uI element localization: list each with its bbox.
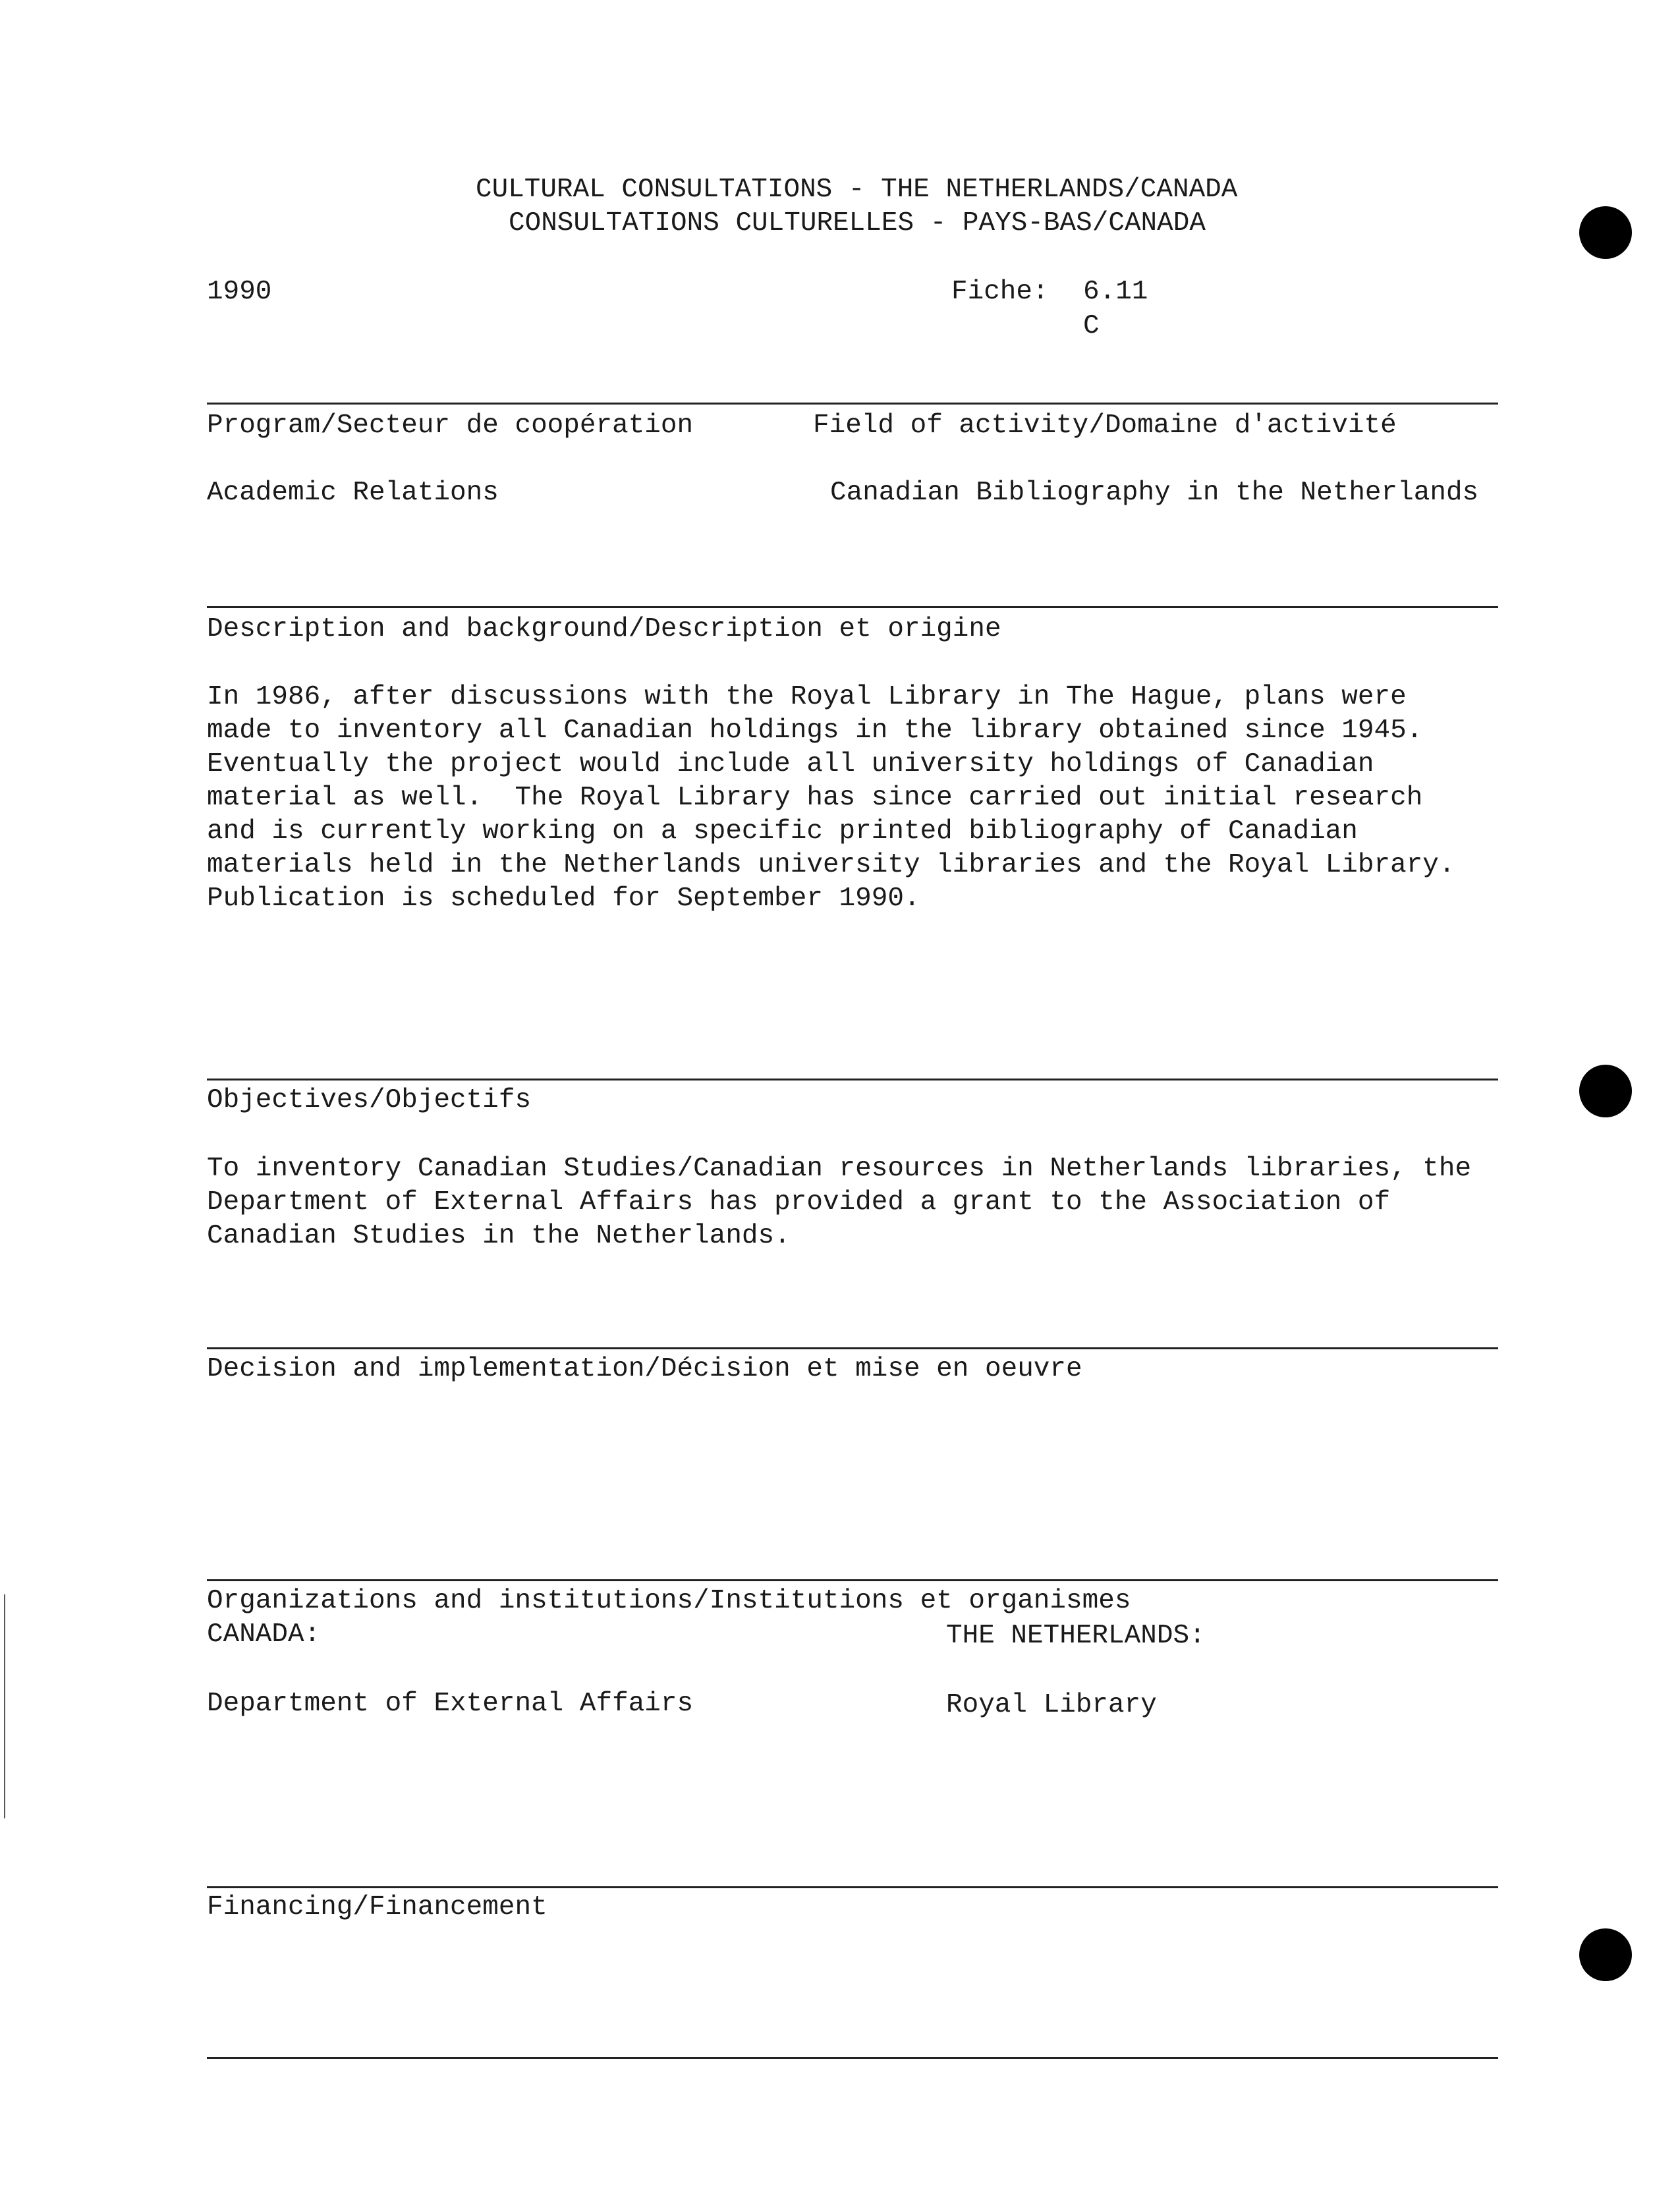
fiche-letter: C [1083, 311, 1100, 341]
margin-line [4, 1594, 5, 1818]
description-line: material as well. The Royal Library has since carried out initial research [207, 783, 1423, 813]
objectives-body [207, 1152, 1471, 1253]
organizations-label: Organizations and institutions/Institutions et organismes [207, 1586, 1131, 1616]
financing-label: Financing/Financement [207, 1892, 547, 1922]
description-label: Description and background/Description et origine [207, 614, 1001, 644]
objectives-label: Objectives/Objectifs [207, 1085, 532, 1115]
fiche-number: 6.11 [1083, 277, 1148, 307]
divider [207, 606, 1498, 608]
description-body [207, 681, 1455, 916]
description-line: Publication is scheduled for September 1990. [207, 884, 920, 914]
divider [207, 1886, 1498, 1888]
netherlands-organization: Royal Library [946, 1690, 1157, 1720]
punch-hole-bottom [1579, 1928, 1632, 1981]
decision-label: Decision and implementation/Décision et mise en oeuvre [207, 1354, 1082, 1384]
program-value: Academic Relations [207, 478, 499, 508]
objectives-line: Department of External Affairs has provided a grant to the Association of [207, 1187, 1391, 1218]
title-french: CONSULTATIONS CULTURELLES - PAYS-BAS/CANADA [509, 208, 1206, 238]
year: 1990 [207, 277, 272, 307]
description-line: made to inventory all Canadian holdings in the library obtained since 1945. [207, 715, 1423, 746]
description-line: materials held in the Netherlands university libraries and the Royal Library. [207, 850, 1455, 880]
objectives-line: To inventory Canadian Studies/Canadian resources in Netherlands libraries, the [207, 1154, 1472, 1184]
divider [207, 1347, 1498, 1349]
title-english: CULTURAL CONSULTATIONS - THE NETHERLANDS/CANADA [476, 175, 1238, 205]
punch-hole-top [1579, 206, 1632, 259]
canada-label: CANADA: [207, 1619, 321, 1650]
description-line: and is currently working on a specific printed bibliography of Canadian [207, 816, 1358, 847]
divider [207, 1079, 1498, 1080]
fiche-label: Fiche: [951, 277, 1049, 307]
objectives-line: Canadian Studies in the Netherlands. [207, 1221, 791, 1251]
divider [207, 1579, 1498, 1581]
field-label: Field of activity/Domaine d'activité [813, 410, 1397, 441]
netherlands-label: THE NETHERLANDS: [946, 1621, 1206, 1651]
divider [207, 403, 1498, 405]
description-line: Eventually the project would include all university holdings of Canadian [207, 749, 1374, 779]
divider [207, 2057, 1498, 2059]
punch-hole-middle [1579, 1065, 1632, 1117]
field-value: Canadian Bibliography in the Netherlands [830, 478, 1479, 508]
canada-organization: Department of External Affairs [207, 1689, 694, 1719]
program-label: Program/Secteur de coopération [207, 410, 694, 441]
description-line: In 1986, after discussions with the Royal Library in The Hague, plans were [207, 682, 1407, 712]
